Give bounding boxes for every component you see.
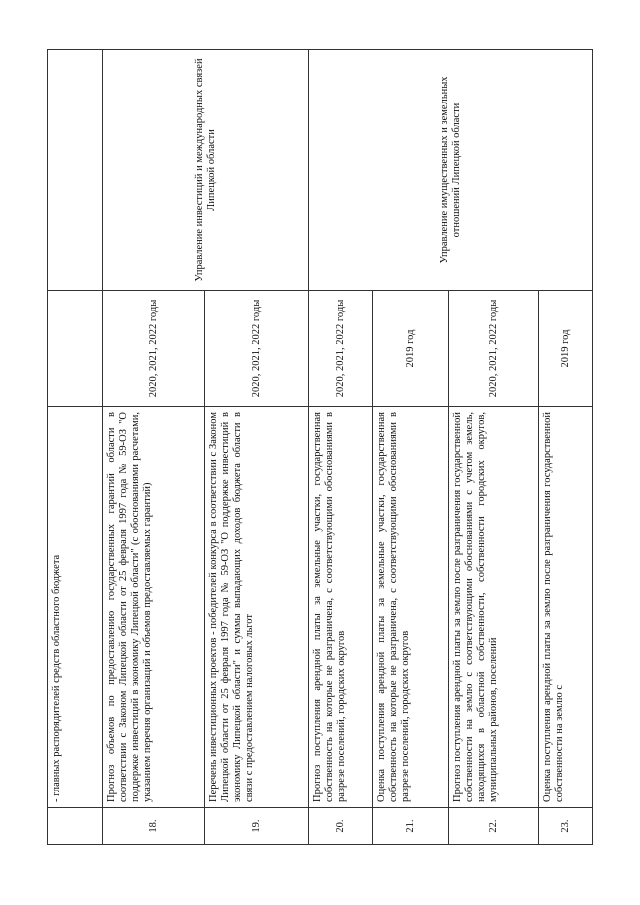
row-description: Оценка поступления арендной платы за земельные участки, государственная собственность на которые не разграничена, с соответствующими обоснованиями в разрезе поселений, городских округов xyxy=(373,407,449,808)
row-description: Прогноз поступления арендной платы за земельные участки, государственная собственность на которые не разграничена, с соответствующими обоснованиями в разрезе поселений, городских округов xyxy=(309,407,373,808)
table-row xyxy=(48,50,103,845)
row-number: 19. xyxy=(205,808,309,845)
row-number: 23. xyxy=(539,808,593,845)
row-number: 20. xyxy=(309,808,373,845)
row-period xyxy=(48,291,103,407)
row-description: Прогноз объемов по предоставлению государственных гарантий области в соответствии с Законом Липецкой области от 25 февраля 1997 года № 59-ОЗ "О поддержке инвестиций в экономику Липецкой области" (с обоснованиями расчетами, указанием перечня организаций и объемов предоставляемых гарантий) xyxy=(103,407,205,808)
row-period: 2020, 2021, 2022 годы xyxy=(309,291,373,407)
row-period: 2020, 2021, 2022 годы xyxy=(449,291,539,407)
row-period: 2019 год xyxy=(539,291,593,407)
row-number: 18. xyxy=(103,808,205,845)
row-description: - главных распорядителей средств областного бюджета xyxy=(48,407,103,808)
responsible-organization: Управление имущественных и земельных отношений Липецкой области xyxy=(309,50,593,291)
row-number: 21. xyxy=(373,808,449,845)
row-period: 2019 год xyxy=(373,291,449,407)
row-description: Оценка поступления арендной платы за землю после разграничения государственной собственности на землю с xyxy=(539,407,593,808)
table-row xyxy=(309,50,373,845)
row-number xyxy=(48,808,103,845)
row-number: 22. xyxy=(449,808,539,845)
row-period: 2020, 2021, 2022 годы xyxy=(103,291,205,407)
plan-table xyxy=(47,49,593,845)
row-description: Перечень инвестиционных проектов - победителей конкурса в соответствии с Законом Липецкой области от 25 февраля 1997 года № 59-ОЗ "О поддержке инвестиций в экономику Липецкой области" и суммы выпадающих доходов бюджета области в связи с предоставлением налоговых льгот xyxy=(205,407,309,808)
responsible-organization: Управление инвестиций и международных связей Липецкой области xyxy=(103,50,309,291)
table-row xyxy=(103,50,205,845)
rotated-table-wrapper xyxy=(47,50,592,845)
row-description: Прогноз поступления арендной платы за землю после разграничения государственной собственности на землю с соответствующими обоснованиями с учетом земель, находящихся в областной собственности, собственности городских округов, муниципальных районов, поселений xyxy=(449,407,539,808)
row-period: 2020, 2021, 2022 годы xyxy=(205,291,309,407)
responsible-cell-empty xyxy=(48,50,103,291)
